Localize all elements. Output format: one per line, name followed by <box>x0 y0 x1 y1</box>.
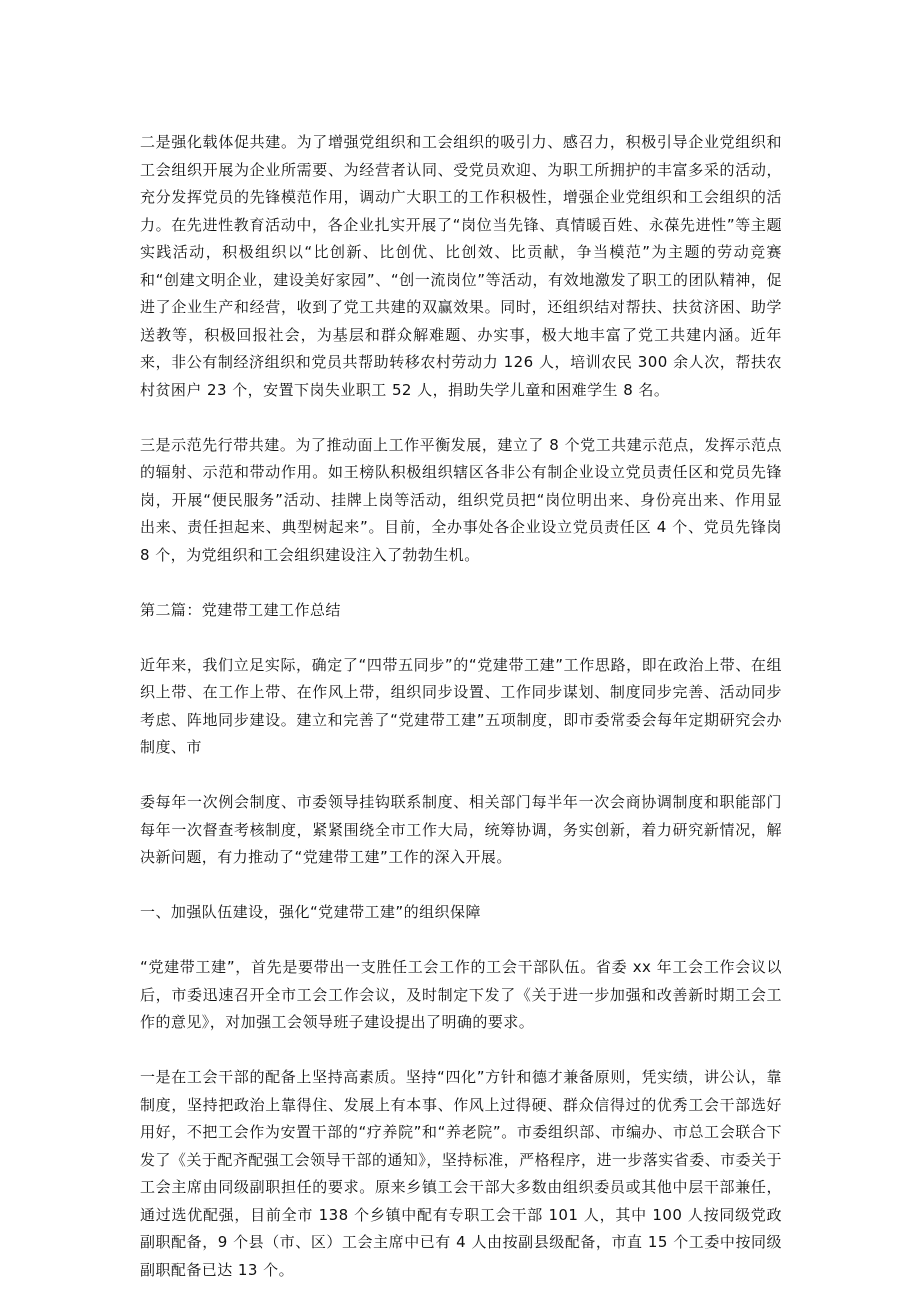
paragraph-gap <box>140 569 782 597</box>
paragraph-gap <box>140 762 782 790</box>
section-title-second-article: 第二篇：党建带工建工作总结 <box>140 600 341 619</box>
document-body <box>140 129 782 1284</box>
paragraph-introduction: 近年来，我们立足实际，确定了“四带五同步”的“党建带工建”工作思路，即在政治上带、在组织上带、在工作上带、在作风上带，组织同步设置、工作同步谋划、制度同步完善、活动同步考虑、阵地同步建设。建立和完善了“党建带工建”五项制度，即市委常委会每年定期研究会办制度、市 <box>140 655 782 756</box>
section-heading-team-building: 一、加强队伍建设，强化“党建带工建”的组织保障 <box>140 903 481 921</box>
paragraph-systems: 委每年一次例会制度、市委领导挂钩联系制度、相关部门每半年一次会商协调制度和职能部门每年一次督查考核制度，紧紧围绕全市工作大局，统筹协调，务实创新，着力研究新情况，解决新问题，有力推动了“党建带工建”工作的深入开展。 <box>140 793 782 866</box>
paragraph-demonstration: 三是示范先行带共建。为了推动面上工作平衡发展，建立了 8 个党工共建示范点，发挥示范点的辐射、示范和带动作用。如王榜队积极组织辖区各非公有制企业设立党员责任区和党员先锋岗，开展“便民服务”活动、挂牌上岗等活动，组织党员把“岗位明出来、身份亮出来、作用显出来、责任担起来、典型树起来”。目前，全办事处各企业设立党员责任区 4 个、党员先锋岗 8 个，为党组织和工会组织建设注入了勃勃生机。 <box>140 435 782 564</box>
paragraph-carrier-building: 二是强化载体促共建。为了增强党组织和工会组织的吸引力、感召力，积极引导企业党组织和工会组织开展为企业所需要、为经营者认同、受党员欢迎、为职工所拥护的丰富多采的活动，充分发挥党员的先锋模范作用，调动广大职工的工作积极性，增强企业党组织和工会组织的活力。在先进性教育活动中，各企业扎实开展了“岗位当先锋、真情暖百姓、永葆先进性”等主题实践活动，积极组织以“比创新、比创优、比创效、比贡献，争当模范”为主题的劳动竞赛和“创建文明企业，建设美好家园”、“创一流岗位”等活动，有效地激发了职工的团队精神，促进了企业生产和经营，收到了党工共建的双赢效果。同时，还组织结对帮扶、扶贫济困、助学送教等，积极回报社会，为基层和群众解难题、办实事，极大地丰富了党工共建内涵。近年来，非公有制经济组织和党员共帮助转移农村劳动力 126 人，培训农民 300 余人次，帮扶农村贫困户 23 个，安置下岗失业职工 52 人，捐助失学儿童和困难学生 8 名。 <box>140 133 782 399</box>
paragraph-gap <box>140 1037 782 1065</box>
paragraph-gap <box>140 404 782 432</box>
paragraph-gap <box>140 927 782 955</box>
paragraph-union-cadres: “党建带工建”，首先是要带出一支胜任工会工作的工会干部队伍。省委 xx 年工会工作会议以后，市委迅速召开全市工会工作会议，及时制定下发了《关于进一步加强和改善新时期工会工作的意见》，对加强工会领导班子建设提出了明确的要求。 <box>140 958 782 1031</box>
paragraph-gap <box>140 872 782 900</box>
paragraph-high-quality-staffing: 一是在工会干部的配备上坚持高素质。坚持“四化”方针和德才兼备原则，凭实绩，讲公认，靠制度，坚持把政治上靠得住、发展上有本事、作风上过得硬、群众信得过的优秀工会干部选好用好，不把工会作为安置干部的“疗养院”和“养老院”。市委组织部、市编办、市总工会联合下发了《关于配齐配强工会领导干部的通知》，坚持标准，严格程序，进一步落实省委、市委关于工会主席由同级副职担任的要求。原来乡镇工会干部大多数由组织委员或其他中层干部兼任，通过选优配强，目前全市 138 个乡镇中配有专职工会干部 101 人，其中 100 人按同级党政副职配备，9 个县（市、区）工会主席中已有 4 人由按副县级配备，市直 15 个工委中按同级副职配备已达 13 个。 <box>140 1068 782 1279</box>
paragraph-gap <box>140 624 782 652</box>
